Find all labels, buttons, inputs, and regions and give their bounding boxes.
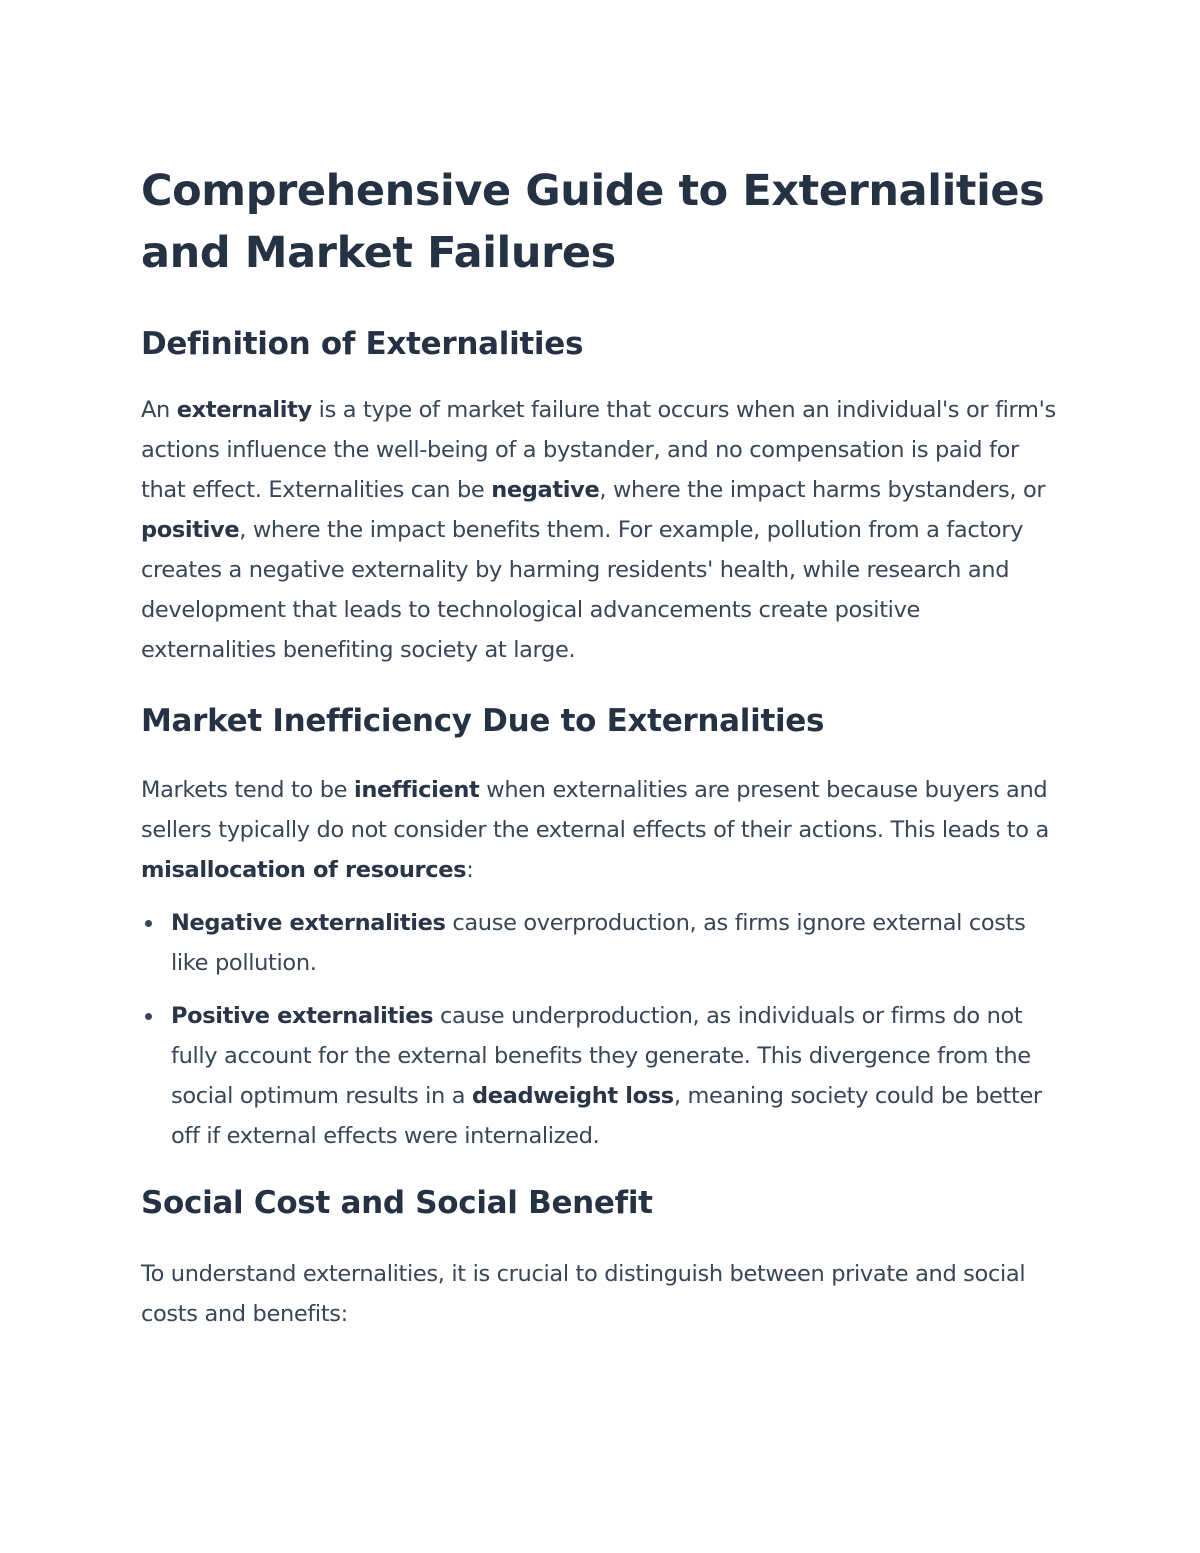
externality-effects-list xyxy=(141,903,1061,1156)
list-item-negative-externalities xyxy=(171,903,1061,983)
text-run: , meaning society could be better off if external effects were internalized. xyxy=(171,1083,1042,1149)
bold-term-positive-externalities: Positive externalities xyxy=(171,1003,434,1029)
bullet-icon xyxy=(145,920,152,927)
market-inefficiency-paragraph xyxy=(141,770,1061,890)
section-heading-definition: Definition of Externalities xyxy=(141,326,584,362)
text-run: To understand externalities, it is crucial to distinguish between private and social costs and benefits: xyxy=(141,1261,1026,1327)
bold-term-deadweight-loss: deadweight loss xyxy=(472,1083,674,1109)
bold-term-inefficient: inefficient xyxy=(353,777,480,803)
text-run: when externalities are present because buyers and sellers typically do not consider the external effects of their actions. This leads to a xyxy=(141,777,1049,843)
section-heading-social-cost: Social Cost and Social Benefit xyxy=(141,1185,653,1221)
list-item-positive-externalities xyxy=(171,996,1061,1156)
text-run: cause overproduction, as firms ignore external costs like pollution. xyxy=(171,910,1026,976)
bullet-icon xyxy=(145,1013,152,1020)
bold-term-negative: negative xyxy=(491,477,600,503)
document-page xyxy=(141,160,1061,1334)
bold-term-negative-externalities: Negative externalities xyxy=(171,910,446,936)
definition-paragraph xyxy=(141,390,1061,670)
bold-term-externality: externality xyxy=(176,397,312,423)
bold-term-positive: positive xyxy=(141,517,240,543)
social-cost-paragraph xyxy=(141,1254,1061,1334)
text-run: Markets tend to be xyxy=(141,777,354,803)
text-run: , where the impact harms bystanders, or xyxy=(599,477,1046,503)
document-title: Comprehensive Guide to Externalities and Market Failures xyxy=(141,166,1045,278)
text-run: , where the impact benefits them. For example, pollution from a factory creates a negative externality by harming residents' health, while research and development that leads to technological advancements create positive externalities benefiting society at large. xyxy=(141,517,1024,663)
text-run: cause underproduction, as individuals or firms do not fully account for the external benefits they generate. This divergence from the social optimum results in a xyxy=(171,1003,1031,1109)
text-run: is a type of market failure that occurs when an individual's or firm's actions influence the well-being of a bystander, and no compensation is paid for that effect. Externalities can be xyxy=(141,397,1056,503)
text-run: An xyxy=(141,397,177,423)
text-run: : xyxy=(466,857,474,883)
section-heading-market-inefficiency: Market Inefficiency Due to Externalities xyxy=(141,703,825,739)
bold-term-misallocation: misallocation of resources xyxy=(141,857,467,883)
